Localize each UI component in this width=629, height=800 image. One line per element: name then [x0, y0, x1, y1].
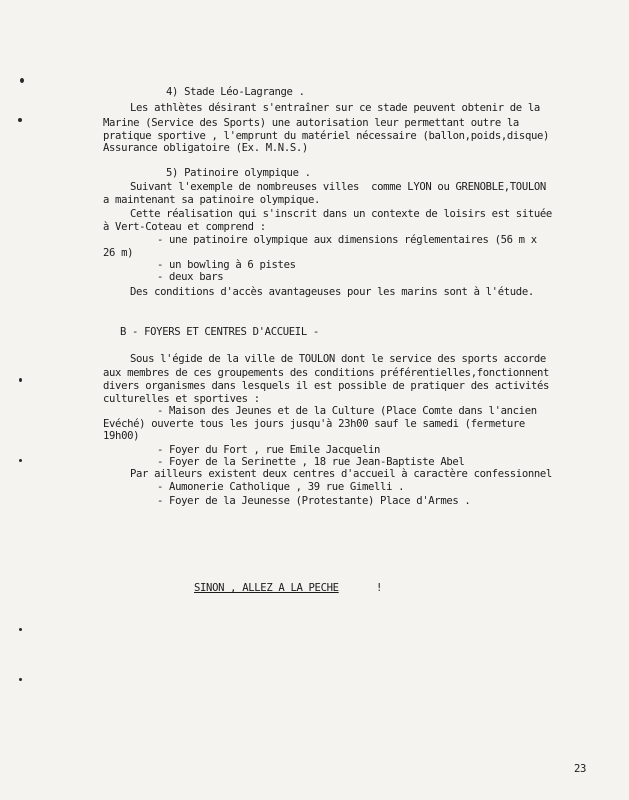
foyers-confessional-intro: Par ailleurs existent deux centres d'accueil à caractère confessionnel: [130, 468, 552, 480]
foyers-list-item: - Foyer de la Serinette , 18 rue Jean-Baptiste Abel: [157, 456, 465, 468]
patinoire-list-item: - un bowling à 6 pistes: [157, 259, 296, 271]
scan-speck: [19, 459, 22, 462]
scan-speck: [18, 118, 22, 122]
foyers-confessional-item: - Aumonerie Catholique , 39 rue Gimelli .: [157, 481, 405, 493]
scan-speck: [19, 628, 22, 631]
patinoire-list-item: 26 m): [103, 247, 134, 259]
scan-speck: [19, 678, 22, 681]
page-number: 23: [574, 763, 587, 775]
foyers-list-item: - Foyer du Fort , rue Emile Jacquelin: [157, 444, 381, 456]
foyers-intro-line: aux membres de ces groupements des conditions préférentielles,fonctionnent: [103, 367, 550, 379]
section-stade-heading: 4) Stade Léo-Lagrange .: [166, 86, 305, 98]
foyers-intro-line: Sous l'égide de la ville de TOULON dont le service des sports accorde: [130, 353, 546, 365]
closing-line: SINON , ALLEZ A LA PECHE: [194, 582, 339, 594]
foyers-list-item: - Maison des Jeunes et de la Culture (Place Comte dans l'ancien: [157, 405, 537, 417]
patinoire-line: Cette réalisation qui s'inscrit dans un contexte de loisirs est située: [130, 208, 552, 220]
stade-line: Les athlètes désirant s'entraîner sur ce stade peuvent obtenir de la: [130, 102, 540, 114]
section-patinoire-heading: 5) Patinoire olympique .: [166, 167, 311, 179]
scan-speck: [20, 78, 24, 83]
patinoire-line: à Vert-Coteau et comprend :: [103, 221, 266, 233]
foyers-intro-line: divers organismes dans lesquels il est possible de pratiquer des activités: [103, 380, 550, 392]
foyers-list-item: Evéché) ouverte tous les jours jusqu'à 23h00 sauf le samedi (fermeture: [103, 418, 525, 430]
patinoire-line: a maintenant sa patinoire olympique.: [103, 194, 321, 206]
foyers-list-item: 19h00): [103, 430, 140, 442]
foyers-intro-line: culturelles et sportives :: [103, 393, 260, 405]
foyers-confessional-item: - Foyer de la Jeunesse (Protestante) Place d'Armes .: [157, 495, 471, 507]
patinoire-list-item: - deux bars: [157, 271, 224, 283]
closing-exclamation: !: [376, 582, 383, 594]
stade-line: pratique sportive , l'emprunt du matériel nécessaire (ballon,poids,disque): [103, 130, 550, 142]
patinoire-list-item: - une patinoire olympique aux dimensions réglementaires (56 m x: [157, 234, 537, 246]
scan-speck: [19, 378, 22, 382]
patinoire-closing: Des conditions d'accès avantageuses pour les marins sont à l'étude.: [130, 286, 534, 298]
section-foyers-heading: B - FOYERS ET CENTRES D'ACCUEIL -: [120, 326, 319, 338]
stade-line: Marine (Service des Sports) une autorisation leur permettant outre la: [103, 117, 519, 129]
stade-line: Assurance obligatoire (Ex. M.N.S.): [103, 142, 308, 154]
patinoire-line: Suivant l'exemple de nombreuses villes comme LYON ou GRENOBLE,TOULON: [130, 181, 546, 193]
